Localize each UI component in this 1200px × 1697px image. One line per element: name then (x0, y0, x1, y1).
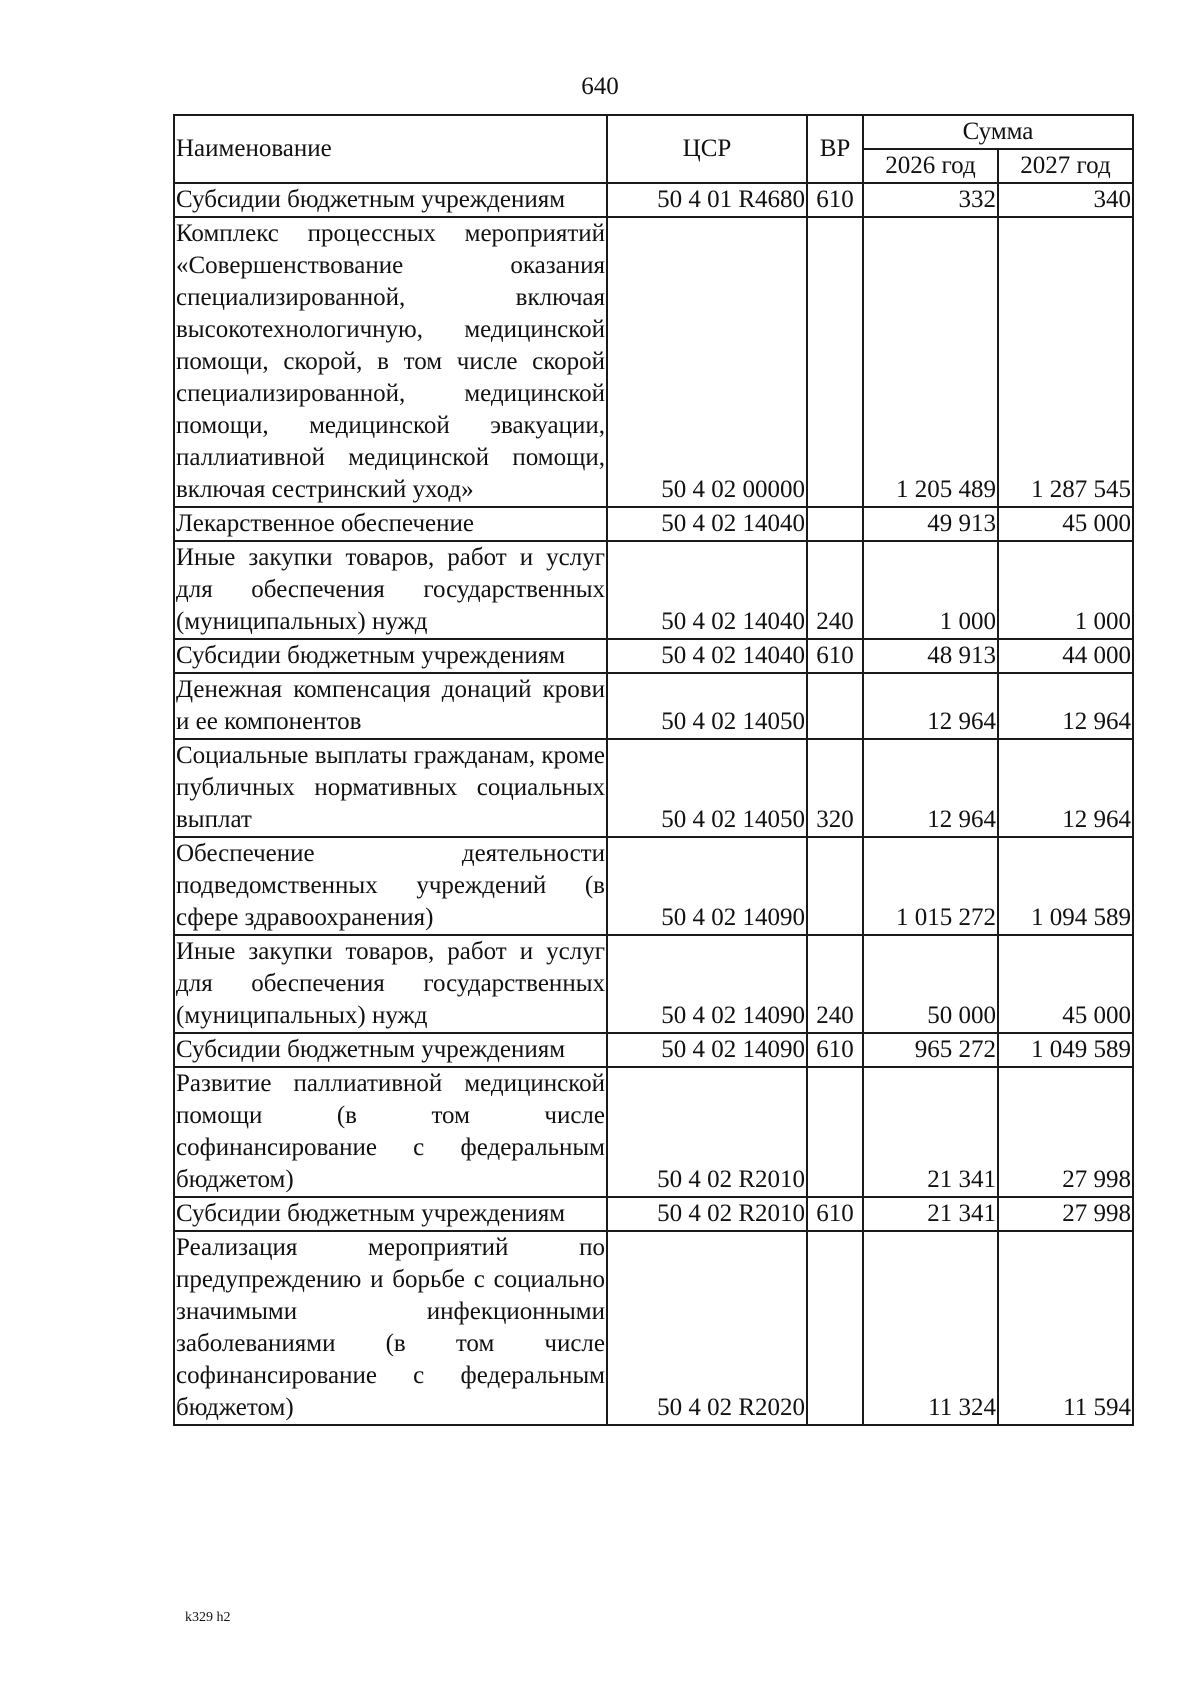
cell-sum-2026: 11 324 (863, 1231, 998, 1425)
cell-csr: 50 4 02 14050 (607, 673, 807, 739)
cell-sum-2026: 12 964 (863, 673, 998, 739)
cell-csr: 50 4 02 R2010 (607, 1197, 807, 1231)
cell-name: Лекарственное обеспечение (174, 507, 607, 541)
cell-sum-2026: 332 (863, 183, 998, 217)
cell-sum-2027: 11 594 (998, 1231, 1133, 1425)
cell-vr: 610 (807, 1033, 863, 1067)
cell-sum-2026: 12 964 (863, 739, 998, 837)
page-number: 640 (581, 73, 619, 100)
cell-name: Иные закупки товаров, работ и услуг для обеспечения государственных (муниципальных) нужд (174, 935, 607, 1033)
table-row (174, 1067, 1133, 1197)
cell-sum-2026: 965 272 (863, 1033, 998, 1067)
cell-csr: 50 4 02 14040 (607, 639, 807, 673)
table-row (174, 541, 1133, 639)
cell-csr: 50 4 02 14090 (607, 1033, 807, 1067)
table-header (174, 115, 1133, 183)
table-row (174, 1033, 1133, 1067)
header-vr: ВР (807, 115, 863, 183)
cell-csr: 50 4 02 R2010 (607, 1067, 807, 1197)
table-row (174, 837, 1133, 935)
table-row (174, 1197, 1133, 1231)
cell-vr (807, 1067, 863, 1197)
cell-csr: 50 4 02 00000 (607, 217, 807, 507)
cell-name: Субсидии бюджетным учреждениям (174, 1197, 607, 1231)
cell-csr: 50 4 02 14050 (607, 739, 807, 837)
cell-vr: 320 (807, 739, 863, 837)
cell-name: Комплекс процессных мероприятий «Совершенствование оказания специализированной, включая высокотехнологичную, медицинской помощи, скорой, в том числе скорой специализированной, медицинской помощи, медицинской эвакуации, паллиативной медицинской помощи, включая сестринский уход» (174, 217, 607, 507)
cell-vr (807, 673, 863, 739)
cell-sum-2027: 45 000 (998, 935, 1133, 1033)
header-year-2026: 2026 год (863, 149, 998, 183)
cell-sum-2026: 49 913 (863, 507, 998, 541)
cell-sum-2027: 27 998 (998, 1197, 1133, 1231)
header-sum: Сумма (863, 115, 1133, 149)
cell-sum-2027: 340 (998, 183, 1133, 217)
cell-sum-2027: 45 000 (998, 507, 1133, 541)
cell-vr (807, 837, 863, 935)
cell-sum-2026: 48 913 (863, 639, 998, 673)
cell-csr: 50 4 02 14090 (607, 837, 807, 935)
cell-sum-2026: 21 341 (863, 1067, 998, 1197)
cell-vr: 610 (807, 639, 863, 673)
table-row (174, 1231, 1133, 1425)
cell-csr: 50 4 01 R4680 (607, 183, 807, 217)
cell-sum-2027: 27 998 (998, 1067, 1133, 1197)
cell-name: Субсидии бюджетным учреждениям (174, 183, 607, 217)
table-row (174, 507, 1133, 541)
cell-name: Развитие паллиативной медицинской помощи (в том числе софинансирование с федеральным бюджетом) (174, 1067, 607, 1197)
budget-table (173, 114, 1134, 1426)
cell-name: Денежная компенсация донаций крови и ее компонентов (174, 673, 607, 739)
cell-vr: 240 (807, 541, 863, 639)
cell-sum-2027: 1 049 589 (998, 1033, 1133, 1067)
cell-name: Реализация мероприятий по предупреждению и борьбе с социально значимыми инфекционными заболеваниями (в том числе софинансирование с федеральным бюджетом) (174, 1231, 607, 1425)
cell-sum-2026: 1 000 (863, 541, 998, 639)
table-row (174, 639, 1133, 673)
cell-vr: 240 (807, 935, 863, 1033)
cell-sum-2027: 44 000 (998, 639, 1133, 673)
cell-vr (807, 507, 863, 541)
header-year-2027: 2027 год (998, 149, 1133, 183)
cell-name: Субсидии бюджетным учреждениям (174, 639, 607, 673)
cell-csr: 50 4 02 R2020 (607, 1231, 807, 1425)
footer-code: k329 h2 (185, 1610, 231, 1625)
cell-sum-2027: 1 287 545 (998, 217, 1133, 507)
cell-vr (807, 1231, 863, 1425)
header-name: Наименование (174, 115, 607, 183)
cell-sum-2027: 12 964 (998, 739, 1133, 837)
cell-name: Субсидии бюджетным учреждениям (174, 1033, 607, 1067)
cell-sum-2026: 21 341 (863, 1197, 998, 1231)
table-row (174, 673, 1133, 739)
cell-name: Обеспечение деятельности подведомственных учреждений (в сфере здравоохранения) (174, 837, 607, 935)
cell-vr: 610 (807, 1197, 863, 1231)
cell-csr: 50 4 02 14040 (607, 541, 807, 639)
cell-name: Иные закупки товаров, работ и услуг для обеспечения государственных (муниципальных) нужд (174, 541, 607, 639)
header-csr: ЦСР (607, 115, 807, 183)
cell-vr (807, 217, 863, 507)
cell-vr: 610 (807, 183, 863, 217)
cell-sum-2027: 12 964 (998, 673, 1133, 739)
table-row (174, 935, 1133, 1033)
cell-sum-2026: 50 000 (863, 935, 998, 1033)
table-row (174, 217, 1133, 507)
table-body (174, 183, 1133, 1425)
cell-sum-2027: 1 000 (998, 541, 1133, 639)
table-row (174, 183, 1133, 217)
table-row (174, 739, 1133, 837)
cell-name: Социальные выплаты гражданам, кроме публичных нормативных социальных выплат (174, 739, 607, 837)
cell-sum-2027: 1 094 589 (998, 837, 1133, 935)
cell-csr: 50 4 02 14040 (607, 507, 807, 541)
cell-sum-2026: 1 205 489 (863, 217, 998, 507)
cell-csr: 50 4 02 14090 (607, 935, 807, 1033)
cell-sum-2026: 1 015 272 (863, 837, 998, 935)
